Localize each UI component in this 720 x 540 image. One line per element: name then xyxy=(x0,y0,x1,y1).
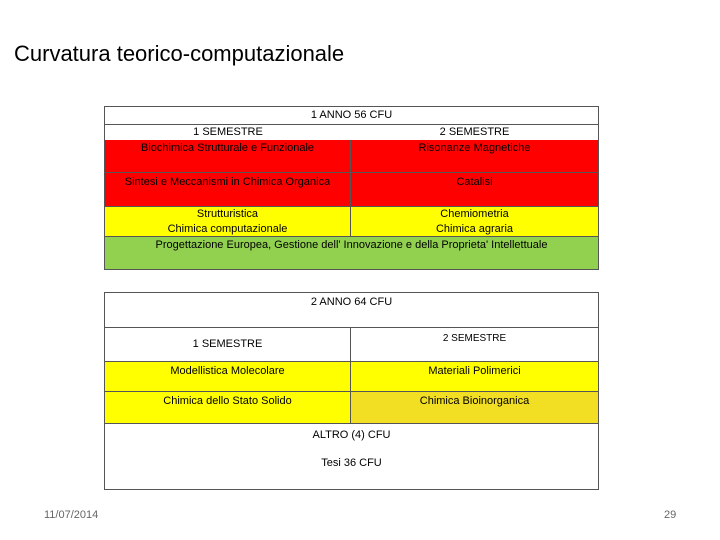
year1-sem2-course: Risonanze Magnetiche xyxy=(351,140,598,172)
year1-elective-full: Progettazione Europea, Gestione dell' Innovazione e della Proprieta' Intellettuale xyxy=(105,237,598,269)
year2-other: ALTRO (4) CFU xyxy=(105,424,598,455)
year2-course-row-2 xyxy=(105,391,598,423)
year2-sem2-label: 2 SEMESTRE xyxy=(351,328,598,361)
year1-elective-row-1 xyxy=(105,206,598,222)
year1-elective-row-2 xyxy=(105,222,598,236)
year2-thesis: Tesi 36 CFU xyxy=(105,455,598,489)
year2-row1-left: Modellistica Molecolare xyxy=(105,362,351,391)
year1-sem1-course: Biochimica Strutturale e Funzionale xyxy=(105,140,351,172)
year1-semester-row xyxy=(105,124,598,140)
year1-row2-left: Sintesi e Meccanismi in Chimica Organica xyxy=(105,173,351,206)
year2-header: 2 ANNO 64 CFU xyxy=(105,293,598,327)
year1-sem2-label: 2 SEMESTRE xyxy=(351,125,598,140)
year2-header-row xyxy=(105,293,598,327)
year2-thesis-row xyxy=(105,455,598,489)
year1-elective-right-2: Chimica agraria xyxy=(351,222,598,236)
year2-row2-right: Chimica Bioinorganica xyxy=(351,392,598,423)
year1-header: 1 ANNO 56 CFU xyxy=(105,107,598,124)
year1-elective-row-3 xyxy=(105,236,598,269)
slide-date: 11/07/2014 xyxy=(44,509,99,521)
year2-semester-row xyxy=(105,327,598,361)
year2-other-row xyxy=(105,423,598,455)
year1-sem1-label: 1 SEMESTRE xyxy=(105,125,351,140)
year1-elective-left-1: Strutturistica xyxy=(105,207,351,222)
slide-page-number: 29 xyxy=(664,509,677,521)
year1-row2-right: Catalisi xyxy=(351,173,598,206)
year1-header-row xyxy=(105,107,598,124)
year1-elective-left-2: Chimica computazionale xyxy=(105,222,351,236)
year2-sem1-label: 1 SEMESTRE xyxy=(105,328,351,361)
slide-title: Curvatura teorico-computazionale xyxy=(14,41,345,66)
year2-row2-left: Chimica dello Stato Solido xyxy=(105,392,351,423)
year1-course-row-1 xyxy=(105,140,598,172)
year1-course-row-2 xyxy=(105,172,598,206)
year2-row1-right: Materiali Polimerici xyxy=(351,362,598,391)
year2-course-row-1 xyxy=(105,361,598,391)
year1-elective-right-1: Chemiometria xyxy=(351,207,598,222)
year1-table xyxy=(104,106,599,270)
year2-table xyxy=(104,292,599,490)
